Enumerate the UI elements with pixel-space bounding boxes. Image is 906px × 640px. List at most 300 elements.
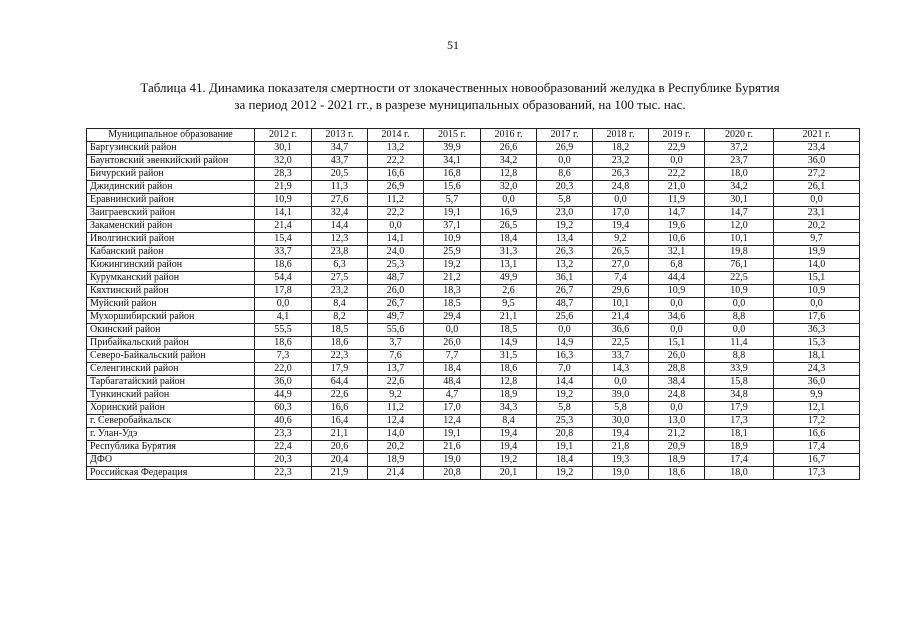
rate-cell: 16,6 [774,428,860,441]
rate-cell: 11,2 [368,194,424,207]
table-row [87,363,860,376]
rate-cell: 27,2 [774,168,860,181]
municipality-name-cell: Еравнинский район [87,194,255,207]
municipality-name-cell: Баргузинский район [87,142,255,155]
rate-cell: 26,3 [537,246,593,259]
rate-cell: 17,8 [255,285,312,298]
rate-cell: 64,4 [312,376,368,389]
column-header: 2015 г. [424,129,481,142]
rate-cell: 0,0 [593,376,649,389]
rate-cell: 32,0 [255,155,312,168]
rate-cell: 18,6 [649,467,705,480]
rate-cell: 76,1 [705,259,774,272]
rate-cell: 48,7 [368,272,424,285]
table-row [87,168,860,181]
rate-cell: 8,4 [312,298,368,311]
rate-cell: 15,1 [774,272,860,285]
rate-cell: 19,4 [593,428,649,441]
municipality-name-cell: Курумканский район [87,272,255,285]
rate-cell: 32,4 [312,207,368,220]
municipality-name-cell: Республика Бурятия [87,441,255,454]
table-row [87,428,860,441]
rate-cell: 10,9 [424,233,481,246]
rate-cell: 19,2 [537,467,593,480]
caption-line-1: Таблица 41. Динамика показателя смертности от злокачественных новообразований желудка в Республике Бурятия [140,80,780,95]
table-row [87,441,860,454]
rate-cell: 0,0 [368,220,424,233]
rate-cell: 18,9 [705,441,774,454]
rate-cell: 15,8 [705,376,774,389]
rate-cell: 14,0 [774,259,860,272]
rate-cell: 38,4 [649,376,705,389]
rate-cell: 0,0 [537,324,593,337]
rate-cell: 18,4 [424,363,481,376]
rate-cell: 17,6 [774,311,860,324]
rate-cell: 26,0 [649,350,705,363]
rate-cell: 8,8 [705,311,774,324]
rate-cell: 8,6 [537,168,593,181]
municipality-name-cell: Муйский район [87,298,255,311]
rate-cell: 36,0 [774,155,860,168]
rate-cell: 22,5 [593,337,649,350]
rate-cell: 31,3 [481,246,537,259]
rate-cell: 20,1 [481,467,537,480]
column-header: 2018 г. [593,129,649,142]
rate-cell: 20,6 [312,441,368,454]
rate-cell: 7,6 [368,350,424,363]
rate-cell: 19,0 [424,454,481,467]
rate-cell: 7,4 [593,272,649,285]
rate-cell: 0,0 [255,298,312,311]
rate-cell: 24,3 [774,363,860,376]
rate-cell: 39,0 [593,389,649,402]
rate-cell: 26,7 [368,298,424,311]
table-row [87,324,860,337]
municipality-name-cell: Иволгинский район [87,233,255,246]
column-header: 2014 г. [368,129,424,142]
rate-cell: 15,3 [774,337,860,350]
rate-cell: 36,1 [537,272,593,285]
rate-cell: 19,6 [649,220,705,233]
rate-cell: 34,3 [481,402,537,415]
rate-cell: 22,9 [649,142,705,155]
rate-cell: 49,9 [481,272,537,285]
rate-cell: 48,4 [424,376,481,389]
rate-cell: 22,2 [368,207,424,220]
rate-cell: 10,1 [705,233,774,246]
rate-cell: 21,8 [593,441,649,454]
rate-cell: 22,5 [705,272,774,285]
rate-cell: 22,4 [255,441,312,454]
rate-cell: 33,7 [255,246,312,259]
rate-cell: 12,0 [705,220,774,233]
rate-cell: 12,4 [368,415,424,428]
municipality-name-cell: Селенгинский район [87,363,255,376]
table-row [87,389,860,402]
rate-cell: 48,7 [537,298,593,311]
rate-cell: 21,1 [481,311,537,324]
rate-cell: 19,8 [705,246,774,259]
rate-cell: 20,9 [649,441,705,454]
rate-cell: 43,7 [312,155,368,168]
rate-cell: 27,6 [312,194,368,207]
rate-cell: 17,4 [774,441,860,454]
rate-cell: 19,1 [424,428,481,441]
municipality-name-cell: Мухоршибирский район [87,311,255,324]
table-row [87,142,860,155]
rate-cell: 19,9 [774,246,860,259]
rate-cell: 14,0 [368,428,424,441]
rate-cell: 37,2 [705,142,774,155]
rate-cell: 33,9 [705,363,774,376]
rate-cell: 11,3 [312,181,368,194]
rate-cell: 6,3 [312,259,368,272]
rate-cell: 31,5 [481,350,537,363]
rate-cell: 17,4 [705,454,774,467]
rate-cell: 33,7 [593,350,649,363]
rate-cell: 11,9 [649,194,705,207]
rate-cell: 3,7 [368,337,424,350]
rate-cell: 26,7 [537,285,593,298]
rate-cell: 9,7 [774,233,860,246]
table-row [87,246,860,259]
table-header-row [87,129,860,142]
rate-cell: 13,2 [537,259,593,272]
column-header: 2016 г. [481,129,537,142]
rate-cell: 14,1 [368,233,424,246]
rate-cell: 22,3 [312,350,368,363]
rate-cell: 18,0 [705,168,774,181]
rate-cell: 29,4 [424,311,481,324]
table-row [87,259,860,272]
rate-cell: 23,4 [774,142,860,155]
rate-cell: 13,0 [649,415,705,428]
rate-cell: 0,0 [649,402,705,415]
rate-cell: 30,1 [255,142,312,155]
rate-cell: 20,3 [255,454,312,467]
rate-cell: 54,4 [255,272,312,285]
rate-cell: 16,4 [312,415,368,428]
rate-cell: 23,2 [312,285,368,298]
rate-cell: 34,1 [424,155,481,168]
municipality-name-cell: Российская Федерация [87,467,255,480]
rate-cell: 8,2 [312,311,368,324]
rate-cell: 26,9 [537,142,593,155]
rate-cell: 10,9 [774,285,860,298]
rate-cell: 19,4 [593,220,649,233]
municipality-name-cell: Прибайкальский район [87,337,255,350]
rate-cell: 26,1 [774,181,860,194]
rate-cell: 6,8 [649,259,705,272]
rate-cell: 23,0 [537,207,593,220]
rate-cell: 10,9 [649,285,705,298]
rate-cell: 22,6 [312,389,368,402]
rate-cell: 44,9 [255,389,312,402]
rate-cell: 37,1 [424,220,481,233]
rate-cell: 15,1 [649,337,705,350]
rate-cell: 26,3 [593,168,649,181]
table-row [87,155,860,168]
rate-cell: 0,0 [537,155,593,168]
rate-cell: 25,9 [424,246,481,259]
rate-cell: 17,3 [705,415,774,428]
rate-cell: 14,1 [255,207,312,220]
rate-cell: 44,4 [649,272,705,285]
rate-cell: 0,0 [649,155,705,168]
rate-cell: 13,7 [368,363,424,376]
municipality-name-cell: Кяхтинский район [87,285,255,298]
page-number: 51 [447,38,459,52]
rate-cell: 36,6 [593,324,649,337]
rate-cell: 40,6 [255,415,312,428]
rate-cell: 4,1 [255,311,312,324]
rate-cell: 23,8 [312,246,368,259]
rate-cell: 15,6 [424,181,481,194]
rate-cell: 13,1 [481,259,537,272]
rate-cell: 21,4 [593,311,649,324]
rate-cell: 23,2 [593,155,649,168]
rate-cell: 21,9 [312,467,368,480]
table-row [87,350,860,363]
rate-cell: 26,0 [368,285,424,298]
rate-cell: 55,5 [255,324,312,337]
rate-cell: 24,8 [649,389,705,402]
table-row [87,415,860,428]
rate-cell: 0,0 [774,298,860,311]
municipality-name-cell: Хоринский район [87,402,255,415]
rate-cell: 36,0 [774,376,860,389]
rate-cell: 16,6 [312,402,368,415]
rate-cell: 12,1 [774,402,860,415]
rate-cell: 14,9 [537,337,593,350]
rate-cell: 27,5 [312,272,368,285]
rate-cell: 16,3 [537,350,593,363]
rate-cell: 5,7 [424,194,481,207]
rate-cell: 20,4 [312,454,368,467]
rate-cell: 22,2 [368,155,424,168]
rate-cell: 34,8 [705,389,774,402]
rate-cell: 19,4 [481,441,537,454]
rate-cell: 13,4 [537,233,593,246]
rate-cell: 18,6 [255,259,312,272]
rate-cell: 28,3 [255,168,312,181]
rate-cell: 20,5 [312,168,368,181]
rate-cell: 19,0 [593,467,649,480]
rate-cell: 26,0 [424,337,481,350]
rate-cell: 30,0 [593,415,649,428]
rate-cell: 16,9 [481,207,537,220]
municipality-name-cell: Тарбагатайский район [87,376,255,389]
municipality-name-cell: Тункинский район [87,389,255,402]
rate-cell: 18,5 [481,324,537,337]
column-header: 2021 г. [774,129,860,142]
table-row [87,311,860,324]
column-header: 2012 г. [255,129,312,142]
rate-cell: 18,6 [312,337,368,350]
rate-cell: 17,0 [424,402,481,415]
rate-cell: 14,9 [481,337,537,350]
table-row [87,194,860,207]
rate-cell: 21,0 [649,181,705,194]
rate-cell: 23,3 [255,428,312,441]
rate-cell: 20,8 [537,428,593,441]
rate-cell: 39,9 [424,142,481,155]
rate-cell: 30,1 [705,194,774,207]
rate-cell: 5,8 [537,194,593,207]
mortality-table [86,128,860,480]
rate-cell: 32,1 [649,246,705,259]
table-caption [60,79,860,113]
rate-cell: 0,0 [649,298,705,311]
rate-cell: 18,6 [481,363,537,376]
rate-cell: 7,0 [537,363,593,376]
rate-cell: 21,2 [649,428,705,441]
rate-cell: 18,9 [481,389,537,402]
rate-cell: 18,9 [368,454,424,467]
rate-cell: 22,6 [368,376,424,389]
rate-cell: 16,8 [424,168,481,181]
rate-cell: 14,7 [649,207,705,220]
column-header: Муниципальное образование [87,129,255,142]
rate-cell: 12,8 [481,168,537,181]
rate-cell: 49,7 [368,311,424,324]
rate-cell: 32,0 [481,181,537,194]
rate-cell: 34,2 [705,181,774,194]
rate-cell: 18,5 [424,298,481,311]
table-row [87,207,860,220]
table-row [87,220,860,233]
rate-cell: 24,8 [593,181,649,194]
rate-cell: 18,4 [481,233,537,246]
rate-cell: 60,3 [255,402,312,415]
column-header: 2019 г. [649,129,705,142]
rate-cell: 27,0 [593,259,649,272]
rate-cell: 21,4 [368,467,424,480]
municipality-name-cell: Кижингинский район [87,259,255,272]
municipality-name-cell: Баунтовский эвенкийский район [87,155,255,168]
table-body [87,142,860,480]
rate-cell: 14,3 [593,363,649,376]
table-row [87,337,860,350]
rate-cell: 22,0 [255,363,312,376]
rate-cell: 23,7 [705,155,774,168]
rate-cell: 14,4 [312,220,368,233]
rate-cell: 4,7 [424,389,481,402]
rate-cell: 10,9 [255,194,312,207]
rate-cell: 19,1 [537,441,593,454]
rate-cell: 36,3 [774,324,860,337]
municipality-name-cell: Окинский район [87,324,255,337]
table-row [87,454,860,467]
rate-cell: 0,0 [481,194,537,207]
rate-cell: 25,6 [537,311,593,324]
rate-cell: 12,8 [481,376,537,389]
rate-cell: 18,6 [255,337,312,350]
rate-cell: 28,8 [649,363,705,376]
table-row [87,233,860,246]
rate-cell: 18,1 [774,350,860,363]
municipality-name-cell: Джидинский район [87,181,255,194]
rate-cell: 18,5 [312,324,368,337]
rate-cell: 34,2 [481,155,537,168]
rate-cell: 0,0 [705,324,774,337]
rate-cell: 2,6 [481,285,537,298]
rate-cell: 21,6 [424,441,481,454]
rate-cell: 21,2 [424,272,481,285]
rate-cell: 25,3 [537,415,593,428]
rate-cell: 7,3 [255,350,312,363]
rate-cell: 5,8 [537,402,593,415]
rate-cell: 19,3 [593,454,649,467]
rate-cell: 0,0 [705,298,774,311]
rate-cell: 20,2 [774,220,860,233]
rate-cell: 9,9 [774,389,860,402]
rate-cell: 24,0 [368,246,424,259]
rate-cell: 9,2 [368,389,424,402]
table-row [87,467,860,480]
rate-cell: 29,6 [593,285,649,298]
municipality-name-cell: Бичурский район [87,168,255,181]
rate-cell: 7,7 [424,350,481,363]
rate-cell: 16,7 [774,454,860,467]
rate-cell: 12,4 [424,415,481,428]
rate-cell: 19,1 [424,207,481,220]
rate-cell: 14,4 [537,376,593,389]
municipality-name-cell: г. Улан-Удэ [87,428,255,441]
column-header: 2020 г. [705,129,774,142]
rate-cell: 10,9 [705,285,774,298]
rate-cell: 20,2 [368,441,424,454]
rate-cell: 19,2 [537,389,593,402]
rate-cell: 26,5 [481,220,537,233]
caption-line-2: за период 2012 - 2021 гг., в разрезе муниципальных образований, на 100 тыс. нас. [234,97,686,112]
rate-cell: 18,0 [705,467,774,480]
municipality-name-cell: г. Северобайкальск [87,415,255,428]
rate-cell: 36,0 [255,376,312,389]
rate-cell: 17,9 [312,363,368,376]
rate-cell: 8,8 [705,350,774,363]
rate-cell: 12,3 [312,233,368,246]
rate-cell: 26,6 [481,142,537,155]
rate-cell: 20,8 [424,467,481,480]
rate-cell: 26,9 [368,181,424,194]
rate-cell: 10,1 [593,298,649,311]
rate-cell: 17,9 [705,402,774,415]
rate-cell: 18,3 [424,285,481,298]
rate-cell: 18,9 [649,454,705,467]
municipality-name-cell: Заиграевский район [87,207,255,220]
rate-cell: 19,2 [481,454,537,467]
rate-cell: 0,0 [424,324,481,337]
rate-cell: 9,5 [481,298,537,311]
rate-cell: 21,1 [312,428,368,441]
table-row [87,285,860,298]
column-header: 2013 г. [312,129,368,142]
table-row [87,298,860,311]
rate-cell: 18,1 [705,428,774,441]
table-row [87,376,860,389]
rate-cell: 0,0 [649,324,705,337]
rate-cell: 17,3 [774,467,860,480]
rate-cell: 13,2 [368,142,424,155]
municipality-name-cell: Северо-Байкальский район [87,350,255,363]
table-row [87,272,860,285]
rate-cell: 9,2 [593,233,649,246]
rate-cell: 11,4 [705,337,774,350]
rate-cell: 14,7 [705,207,774,220]
rate-cell: 16,6 [368,168,424,181]
column-header: 2017 г. [537,129,593,142]
